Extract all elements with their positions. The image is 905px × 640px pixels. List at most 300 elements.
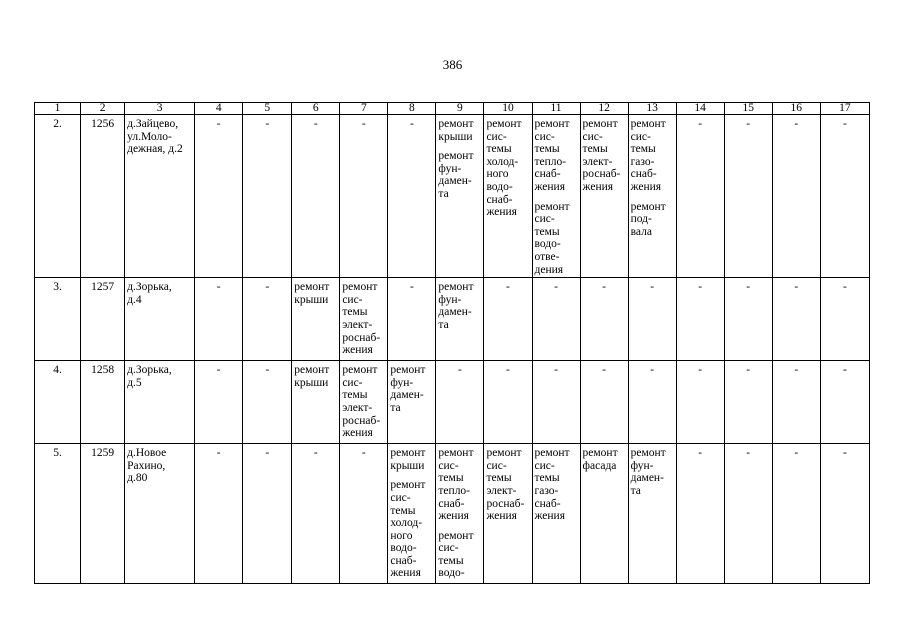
work-item-line: ремонт xyxy=(630,447,666,460)
work-item xyxy=(294,364,337,389)
work-cell-col-14 xyxy=(676,444,724,584)
work-cell-col-16 xyxy=(772,444,820,584)
work-item-line: - xyxy=(265,118,270,130)
column-header-14: 14 xyxy=(676,103,724,115)
work-item-line: сис- xyxy=(438,542,459,555)
work-cell-col-5 xyxy=(243,278,292,361)
column-header-4: 4 xyxy=(195,103,243,115)
work-item xyxy=(438,530,481,580)
building-code: 1256 xyxy=(81,115,125,278)
address-line: д.5 xyxy=(127,376,142,389)
row-number: 4. xyxy=(35,361,81,444)
work-item-line: фун- xyxy=(630,459,654,472)
work-item-line: снаб- xyxy=(390,554,417,567)
work-item-line: ного xyxy=(390,529,413,542)
work-item-line: темы xyxy=(438,472,464,485)
work-item-line: - xyxy=(602,281,606,294)
work-item-line: - xyxy=(313,118,318,130)
address-line: д.4 xyxy=(127,293,142,306)
work-item-line: жения xyxy=(438,510,469,523)
dash-mark xyxy=(535,281,578,294)
work-item-line: - xyxy=(842,118,847,130)
dash-mark xyxy=(245,118,289,131)
work-item-line: - xyxy=(602,364,606,377)
work-item-line: - xyxy=(794,281,799,294)
column-header-10: 10 xyxy=(484,103,532,115)
work-cell-col-11 xyxy=(532,444,580,584)
work-item-line: - xyxy=(746,118,751,130)
work-item xyxy=(342,281,385,357)
work-item-line: газо- xyxy=(534,484,559,497)
work-cell-col-12 xyxy=(580,115,628,278)
work-item-line: - xyxy=(794,118,799,130)
work-item-line: - xyxy=(216,364,221,377)
work-item-line: - xyxy=(506,281,510,294)
dash-mark xyxy=(342,447,385,460)
work-item-line: темы xyxy=(534,225,560,238)
header-row xyxy=(35,103,870,115)
work-item-line: дения xyxy=(534,263,564,276)
dash-mark xyxy=(535,364,578,377)
work-item-line: темы xyxy=(486,143,512,156)
work-item xyxy=(535,201,578,277)
repair-schedule-table xyxy=(34,102,870,584)
work-item-line: темы xyxy=(342,389,368,402)
work-item-line: темы xyxy=(630,143,656,156)
work-item-line: та xyxy=(390,401,401,414)
work-cell-col-13 xyxy=(628,115,676,278)
work-cell-col-5 xyxy=(243,444,292,584)
work-item-line: тепло- xyxy=(438,484,471,497)
work-cell-col-16 xyxy=(772,278,820,361)
work-item-line: под- xyxy=(630,213,652,226)
column-header-6: 6 xyxy=(292,103,340,115)
work-item-line: тепло- xyxy=(534,155,567,168)
work-item-line: - xyxy=(794,447,799,460)
work-item-line: темы xyxy=(342,306,368,319)
work-item-line: ного xyxy=(486,168,509,181)
work-item-line: темы xyxy=(534,472,560,485)
work-item-line: элект- xyxy=(486,484,517,497)
work-item-line: - xyxy=(842,364,847,377)
work-item-line: роснаб- xyxy=(342,331,381,344)
work-item-line: крыши xyxy=(294,293,329,306)
work-item-line: ремонт xyxy=(438,118,474,130)
column-header-9: 9 xyxy=(436,103,484,115)
work-cell-col-7 xyxy=(340,361,388,444)
work-cell-col-17 xyxy=(820,361,869,444)
work-item-line: дамен- xyxy=(630,472,664,485)
dash-mark xyxy=(727,281,770,294)
work-item-line: - xyxy=(313,447,318,460)
work-cell-col-10 xyxy=(484,444,532,584)
work-item-line: сис- xyxy=(534,459,555,472)
work-item-line: сис- xyxy=(486,130,507,143)
work-item-line: роснаб- xyxy=(582,168,621,181)
work-item-line: жения xyxy=(534,510,565,523)
column-header-16: 16 xyxy=(772,103,820,115)
work-cell-col-15 xyxy=(724,115,772,278)
dash-mark xyxy=(583,281,626,294)
building-code: 1258 xyxy=(81,361,125,444)
work-item-line: - xyxy=(554,281,558,294)
address-cell xyxy=(125,444,195,584)
work-cell-col-16 xyxy=(772,115,820,278)
work-item-line: сис- xyxy=(582,130,603,143)
work-item-line: - xyxy=(650,281,655,294)
work-item-line: газо- xyxy=(630,155,655,168)
work-item-line: водо- xyxy=(390,542,417,555)
dash-mark xyxy=(631,281,674,294)
work-cell-col-5 xyxy=(243,361,292,444)
column-header-8: 8 xyxy=(388,103,436,115)
work-item-line: ремонт xyxy=(438,447,474,460)
work-item-line: снаб- xyxy=(486,193,513,206)
work-item-line: крыши xyxy=(390,459,425,472)
work-item-line: та xyxy=(438,318,449,331)
work-item-line: жения xyxy=(534,180,565,193)
work-cell-col-6 xyxy=(292,278,340,361)
work-item-line: ремонт xyxy=(534,447,570,460)
dash-mark xyxy=(342,118,385,131)
work-item xyxy=(583,447,626,472)
work-cell-col-17 xyxy=(820,115,869,278)
work-item-line: ремонт xyxy=(294,281,330,294)
work-item-line: - xyxy=(265,281,270,294)
column-header-17: 17 xyxy=(820,103,869,115)
dash-mark xyxy=(486,281,529,294)
work-item-line: ремонт xyxy=(630,118,666,130)
dash-mark xyxy=(294,447,337,460)
work-item-line: - xyxy=(698,364,703,377)
work-cell-col-14 xyxy=(676,278,724,361)
work-item-line: - xyxy=(409,281,414,294)
work-item-line: сис- xyxy=(342,376,363,389)
column-header-12: 12 xyxy=(580,103,628,115)
work-item-line: сис- xyxy=(390,491,411,504)
work-cell-col-9 xyxy=(436,278,484,361)
dash-mark xyxy=(679,447,722,460)
work-item-line: роснаб- xyxy=(342,414,381,427)
dash-mark xyxy=(775,447,818,460)
work-cell-col-11 xyxy=(532,278,580,361)
work-item-line: фасада xyxy=(582,459,617,472)
dash-mark xyxy=(294,118,337,131)
work-item-line: ремонт xyxy=(342,364,378,377)
work-item-line: сис- xyxy=(342,293,363,306)
dash-mark xyxy=(823,281,867,294)
work-cell-col-12 xyxy=(580,444,628,584)
dash-mark xyxy=(679,281,722,294)
work-item-line: дамен- xyxy=(438,306,472,319)
column-header-3: 3 xyxy=(125,103,195,115)
work-item-line: водо- xyxy=(486,180,513,193)
dash-mark xyxy=(775,364,818,377)
work-cell-col-6 xyxy=(292,444,340,584)
work-item-line: - xyxy=(409,118,414,130)
work-item xyxy=(631,201,674,239)
dash-mark xyxy=(727,447,770,460)
address-cell xyxy=(125,278,195,361)
work-item-line: ремонт xyxy=(438,150,474,163)
work-cell-col-11 xyxy=(532,115,580,278)
work-item-line: фун- xyxy=(390,376,414,389)
dash-mark xyxy=(245,447,289,460)
table-body xyxy=(35,103,870,584)
work-cell-col-12 xyxy=(580,361,628,444)
work-cell-col-8 xyxy=(388,444,436,584)
work-item xyxy=(294,281,337,306)
work-item-line: сис- xyxy=(486,459,507,472)
work-cell-col-13 xyxy=(628,361,676,444)
work-item-line: - xyxy=(698,281,703,294)
work-item-line: жения xyxy=(582,180,614,193)
row-number: 5. xyxy=(35,444,81,584)
work-cell-col-4 xyxy=(195,444,243,584)
address-line: д.80 xyxy=(127,472,148,485)
work-cell-col-7 xyxy=(340,278,388,361)
address-line: д.Зорька, xyxy=(127,281,172,294)
work-item-line: - xyxy=(361,447,366,460)
work-item-line: - xyxy=(216,281,221,294)
work-item xyxy=(631,447,674,497)
address-line: Рахино, xyxy=(127,459,166,472)
work-item xyxy=(535,118,578,194)
work-item-line: фун- xyxy=(438,293,462,306)
work-item-line: сис- xyxy=(438,459,459,472)
work-item-line: роснаб- xyxy=(486,497,525,510)
column-header-5: 5 xyxy=(243,103,292,115)
dash-mark xyxy=(775,281,818,294)
work-item-line: сис- xyxy=(630,130,651,143)
work-cell-col-7 xyxy=(340,115,388,278)
work-item xyxy=(486,447,529,523)
work-item xyxy=(390,479,433,580)
work-item-line: - xyxy=(216,447,221,460)
work-item-line: ремонт xyxy=(342,281,378,294)
work-cell-col-8 xyxy=(388,278,436,361)
table-row xyxy=(35,278,870,361)
work-cell-col-10 xyxy=(484,115,532,278)
work-item-line: снаб- xyxy=(534,168,561,181)
work-item-line: отве- xyxy=(534,250,560,263)
work-item-line: ремонт xyxy=(390,447,426,460)
work-cell-col-12 xyxy=(580,278,628,361)
address-line: дежная, д.2 xyxy=(127,143,183,156)
work-cell-col-14 xyxy=(676,115,724,278)
work-item-line: - xyxy=(265,447,270,460)
work-cell-col-8 xyxy=(388,115,436,278)
dash-mark xyxy=(197,447,240,460)
work-cell-col-8 xyxy=(388,361,436,444)
work-item-line: ремонт xyxy=(582,118,618,130)
work-item-line: ремонт xyxy=(438,529,474,542)
column-header-11: 11 xyxy=(532,103,580,115)
dash-mark xyxy=(775,118,818,131)
work-cell-col-4 xyxy=(195,278,243,361)
column-header-2: 2 xyxy=(81,103,125,115)
address-cell xyxy=(125,361,195,444)
work-item-line: - xyxy=(698,118,703,130)
work-item-line: - xyxy=(650,364,655,377)
dash-mark xyxy=(197,281,240,294)
work-cell-col-16 xyxy=(772,361,820,444)
dash-mark xyxy=(727,364,770,377)
work-item-line: жения xyxy=(486,510,517,523)
dash-mark xyxy=(823,118,867,131)
dash-mark xyxy=(823,364,867,377)
work-item-line: снаб- xyxy=(630,168,657,181)
work-item-line: снаб- xyxy=(534,497,561,510)
work-item-line: вала xyxy=(630,225,652,238)
column-header-15: 15 xyxy=(724,103,772,115)
work-item-line: ремонт xyxy=(486,118,522,130)
work-item-line: жения xyxy=(342,344,373,357)
work-item-line: - xyxy=(842,447,847,460)
work-item xyxy=(438,118,481,143)
work-item-line: - xyxy=(746,281,751,294)
work-cell-col-15 xyxy=(724,361,772,444)
work-item-line: фун- xyxy=(438,162,462,175)
address-line: д.Зорька, xyxy=(127,364,172,377)
work-item-line: ремонт xyxy=(534,200,570,213)
work-cell-col-5 xyxy=(243,115,292,278)
work-item-line: - xyxy=(216,118,221,130)
work-item-line: темы xyxy=(438,554,464,567)
row-number: 2. xyxy=(35,115,81,278)
address-line: ул.Моло- xyxy=(127,130,172,143)
work-item xyxy=(486,118,529,219)
work-item xyxy=(583,118,626,194)
work-item-line: элект- xyxy=(582,155,613,168)
work-cell-col-9 xyxy=(436,444,484,584)
work-item-line: ремонт xyxy=(294,364,330,377)
work-item xyxy=(390,447,433,472)
work-item-line: - xyxy=(746,364,751,377)
dash-mark xyxy=(390,118,433,131)
dash-mark xyxy=(197,118,240,131)
work-cell-col-4 xyxy=(195,361,243,444)
work-item-line: холод- xyxy=(390,517,423,530)
dash-mark xyxy=(197,364,240,377)
work-item-line: элект- xyxy=(342,318,373,331)
work-item-line: снаб- xyxy=(438,497,465,510)
work-cell-col-13 xyxy=(628,278,676,361)
page-number: 386 xyxy=(442,57,463,72)
work-item-line: дамен- xyxy=(390,389,424,402)
work-item-line: - xyxy=(458,364,462,377)
work-item-line: темы xyxy=(582,143,608,156)
work-cell-col-17 xyxy=(820,278,869,361)
dash-mark xyxy=(583,364,626,377)
work-cell-col-10 xyxy=(484,278,532,361)
work-item xyxy=(438,447,481,523)
work-item-line: жения xyxy=(342,427,373,440)
work-item-line: ремонт xyxy=(438,281,474,294)
work-item-line: - xyxy=(794,364,799,377)
table-row xyxy=(35,115,870,278)
work-cell-col-14 xyxy=(676,361,724,444)
work-item-line: холод- xyxy=(486,155,519,168)
building-code: 1259 xyxy=(81,444,125,584)
work-item-line: та xyxy=(630,484,641,497)
work-item-line: элект- xyxy=(342,401,373,414)
dash-mark xyxy=(727,118,770,131)
work-item-line: - xyxy=(746,447,751,460)
work-cell-col-15 xyxy=(724,278,772,361)
work-item-line: жения xyxy=(630,180,662,193)
work-item-line: темы xyxy=(486,472,512,485)
work-item-line: водо- xyxy=(438,567,465,580)
column-header-7: 7 xyxy=(340,103,388,115)
dash-mark xyxy=(245,364,289,377)
work-item xyxy=(390,364,433,414)
column-header-13: 13 xyxy=(628,103,676,115)
work-item-line: ремонт xyxy=(390,364,426,377)
work-item-line: ремонт xyxy=(486,447,522,460)
work-item-line: темы xyxy=(534,143,560,156)
work-cell-col-6 xyxy=(292,115,340,278)
dash-mark xyxy=(823,447,867,460)
work-cell-col-9 xyxy=(436,115,484,278)
work-cell-col-4 xyxy=(195,115,243,278)
work-cell-col-10 xyxy=(484,361,532,444)
work-item-line: ремонт xyxy=(630,200,666,213)
work-item-line: жения xyxy=(390,567,421,580)
work-item xyxy=(438,281,481,331)
work-item-line: жения xyxy=(486,206,517,219)
work-item-line: ремонт xyxy=(390,479,426,492)
address-cell xyxy=(125,115,195,278)
work-item xyxy=(342,364,385,440)
row-number: 3. xyxy=(35,278,81,361)
work-cell-col-6 xyxy=(292,361,340,444)
work-item-line: сис- xyxy=(534,130,555,143)
dash-mark xyxy=(486,364,529,377)
address-line: д.Зайцево, xyxy=(127,118,179,130)
dash-mark xyxy=(245,281,289,294)
work-item-line: крыши xyxy=(438,130,473,143)
work-item-line: ремонт xyxy=(582,447,618,460)
dash-mark xyxy=(631,364,674,377)
work-cell-col-15 xyxy=(724,444,772,584)
work-item-line: крыши xyxy=(294,376,329,389)
work-cell-col-11 xyxy=(532,361,580,444)
work-cell-col-7 xyxy=(340,444,388,584)
work-cell-col-13 xyxy=(628,444,676,584)
work-item-line: та xyxy=(438,187,449,200)
table-row xyxy=(35,444,870,584)
work-item-line: дамен- xyxy=(438,175,472,188)
work-cell-col-9 xyxy=(436,361,484,444)
building-code: 1257 xyxy=(81,278,125,361)
dash-mark xyxy=(438,364,481,377)
table-row xyxy=(35,361,870,444)
work-item xyxy=(438,150,481,200)
work-item-line: - xyxy=(842,281,847,294)
work-item xyxy=(535,447,578,523)
address-line: д.Новое xyxy=(127,447,167,460)
work-item-line: сис- xyxy=(534,213,555,226)
dash-mark xyxy=(679,118,722,131)
column-header-1: 1 xyxy=(35,103,81,115)
dash-mark xyxy=(390,281,433,294)
work-item-line: - xyxy=(698,447,703,460)
work-item-line: водо- xyxy=(534,238,561,251)
work-item-line: темы xyxy=(390,504,416,517)
work-item-line: - xyxy=(554,364,558,377)
work-item-line: ремонт xyxy=(534,118,570,130)
